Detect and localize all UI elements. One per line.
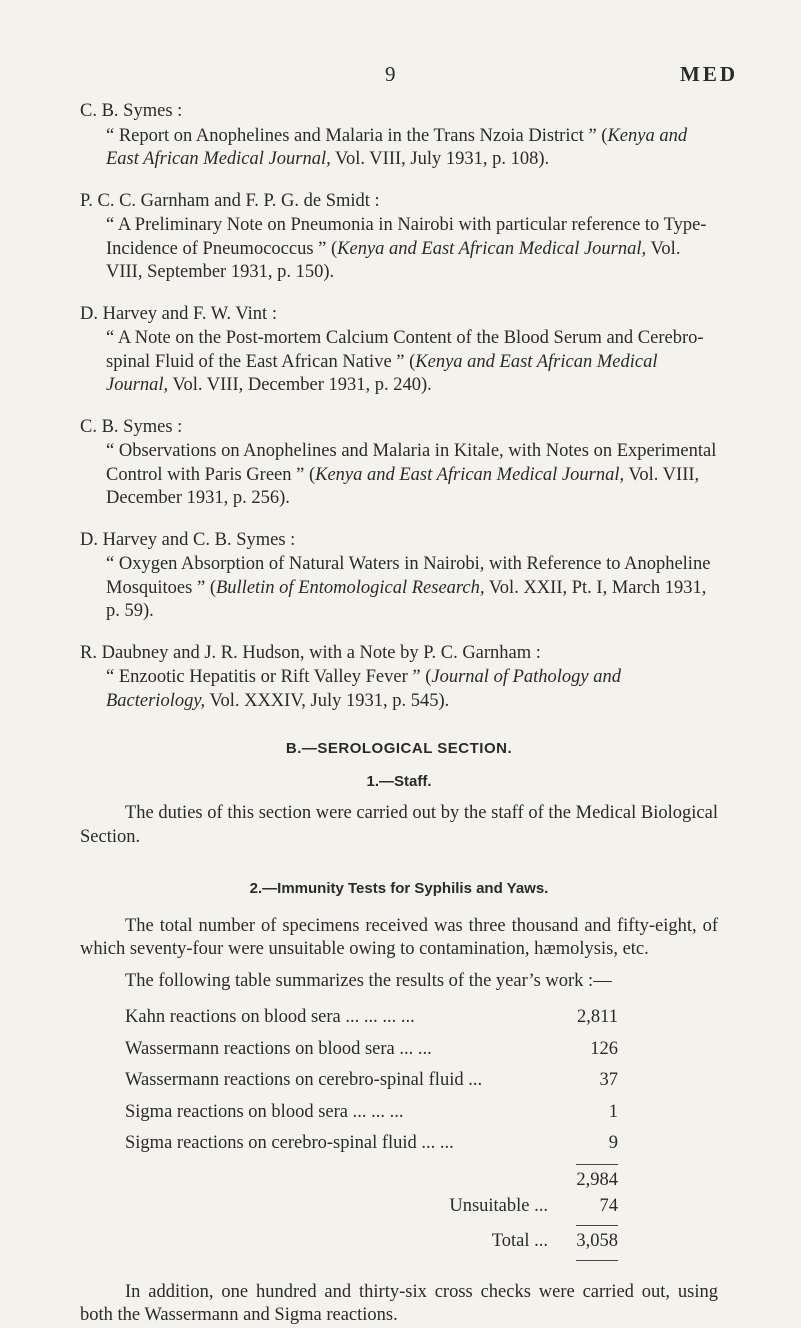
row-value: 2,811 bbox=[577, 1007, 618, 1027]
reference-citation: “ A Note on the Post-mortem Calcium Content of the Blood Serum and Cerebro-spinal Fluid of the East African Native ” (Kenya and East African Medical Journal, Vol. VIII, December 1931, p. 240). bbox=[106, 328, 704, 395]
results-table bbox=[125, 1006, 618, 1261]
unsuitable-label: Unsuitable ... bbox=[449, 1195, 548, 1216]
reference-journal: Kenya and East African Medical Journal, bbox=[106, 125, 688, 169]
table-row bbox=[125, 1038, 618, 1070]
reference-title: “ Observations on Anophelines and Malaria in Kitale, with Notes on Experimental Control with Paris Green ” bbox=[106, 441, 717, 485]
reference-details: Vol. VIII, December 1931, p. 256). bbox=[106, 464, 700, 508]
total-row bbox=[125, 1230, 618, 1260]
reference-author: C. B. Symes : bbox=[80, 101, 183, 121]
total-rule bbox=[576, 1225, 618, 1226]
table-intro-paragraph: The following table summarizes the results of the year’s work :— bbox=[125, 970, 612, 991]
section-heading: B.—SEROLOGICAL SECTION. bbox=[285, 740, 513, 757]
unsuitable-value: 74 bbox=[599, 1195, 618, 1216]
reference-author: C. B. Symes : bbox=[80, 416, 183, 437]
table-row bbox=[125, 1006, 618, 1038]
row-label: Sigma reactions on cerebro-spinal fluid ... ... bbox=[125, 1133, 454, 1153]
reference-entry bbox=[80, 529, 718, 624]
reference-author: P. C. C. Garnham and F. P. G. de Smidt : bbox=[80, 190, 380, 211]
reference-citation: “ Oxygen Absorption of Natural Waters in Nairobi, with Reference to Anopheline Mosquitoes ” (Bulletin of Entomological Research, Vol. XXII, Pt. I, March 1931, p. 59). bbox=[106, 554, 711, 621]
subtotal-value: 2,984 bbox=[576, 1169, 618, 1190]
table-row bbox=[125, 1132, 618, 1164]
reference-citation: “ Report on Anophelines and Malaria in the Trans Nzoia District ” (Kenya and East African Medical Journal, Vol. VIII, July 1931, p. 108). bbox=[106, 125, 688, 169]
reference-author: D. Harvey and C. B. Symes : bbox=[80, 529, 296, 550]
staff-paragraph: The duties of this section were carried out by the staff of the Medical Biological Section. bbox=[80, 803, 718, 847]
total-label: Total ... bbox=[491, 1230, 548, 1251]
reference-entry bbox=[80, 303, 718, 398]
row-value: 9 bbox=[608, 1133, 618, 1153]
row-label: Kahn reactions on blood sera ... ... ... ... bbox=[125, 1007, 415, 1027]
reference-author: D. Harvey and F. W. Vint : bbox=[80, 303, 277, 324]
specimens-paragraph: The total number of specimens received was three thousand and fifty-eight, of which seventy-four were unsuitable owing to contamination, hæmolysis, etc. bbox=[80, 915, 718, 959]
reference-journal: Kenya and East African Medical Journal, bbox=[315, 464, 625, 485]
page-number: 9 bbox=[385, 62, 396, 86]
row-label: Wassermann reactions on blood sera ... ... bbox=[125, 1038, 432, 1059]
reference-citation: “ Enzootic Hepatitis or Rift Valley Fever ” (Journal of Pathology and Bacteriology, Vol. XXXIV, July 1931, p. 545). bbox=[106, 667, 621, 711]
page-content bbox=[80, 100, 718, 1328]
immunity-heading: 2.—Immunity Tests for Syphilis and Yaws. bbox=[249, 880, 549, 897]
reference-details: Vol. VIII, December 1931, p. 240). bbox=[172, 375, 432, 395]
reference-journal: Kenya and East African Medical Journal, bbox=[337, 238, 647, 259]
table-row bbox=[125, 1069, 618, 1101]
row-label: Sigma reactions on blood sera ... ... ... bbox=[125, 1101, 404, 1122]
reference-citation: “ Observations on Anophelines and Malaria in Kitale, with Notes on Experimental Control with Paris Green ” (Kenya and East African Medical Journal, Vol. VIII, December 1931, p. 256). bbox=[106, 441, 717, 508]
reference-entry bbox=[80, 190, 718, 285]
reference-entry bbox=[80, 416, 718, 511]
subtotal-rule bbox=[576, 1164, 618, 1165]
row-label: Wassermann reactions on cerebro-spinal fluid ... bbox=[125, 1070, 483, 1090]
row-value: 37 bbox=[599, 1070, 618, 1090]
reference-title: “ A Preliminary Note on Pneumonia in Nairobi with particular reference to Type-Incidence of Pneumococcus ” bbox=[106, 215, 707, 259]
final-rule bbox=[576, 1260, 618, 1261]
reference-entry bbox=[80, 642, 718, 714]
running-head: MED bbox=[680, 62, 738, 86]
reference-author: R. Daubney and J. R. Hudson, with a Note by P. C. Garnham : bbox=[80, 642, 541, 663]
reference-citation: “ A Preliminary Note on Pneumonia in Nairobi with particular reference to Type-Incidence of Pneumococcus ” (Kenya and East African Medical Journal, Vol. VIII, September 1931, p. 150). bbox=[106, 215, 707, 282]
reference-title: “ A Note on the Post-mortem Calcium Content of the Blood Serum and Cerebro-spinal Fluid of the East African Native ” bbox=[106, 328, 704, 372]
reference-details: Vol. XXXIV, July 1931, p. 545). bbox=[209, 690, 450, 711]
unsuitable-row bbox=[125, 1195, 618, 1225]
reference-entry bbox=[80, 100, 718, 172]
row-value: 1 bbox=[608, 1101, 618, 1122]
reference-title: “ Enzootic Hepatitis or Rift Valley Fever ” bbox=[106, 667, 421, 687]
closing-paragraph: In addition, one hundred and thirty-six cross checks were carried out, using both the Wassermann and Sigma reactions. bbox=[80, 1281, 718, 1325]
row-value: 126 bbox=[590, 1038, 618, 1059]
reference-details: Vol. VIII, July 1931, p. 108). bbox=[335, 149, 550, 169]
table-row bbox=[125, 1101, 618, 1133]
staff-heading: 1.—Staff. bbox=[366, 772, 432, 790]
reference-title: “ Report on Anophelines and Malaria in the Trans Nzoia District ” bbox=[106, 125, 597, 146]
reference-title: “ Oxygen Absorption of Natural Waters in Nairobi, with Reference to Anopheline Mosquitoes ” bbox=[106, 554, 711, 598]
subtotal-row bbox=[125, 1169, 618, 1195]
reference-details: Vol. XXII, Pt. I, March 1931, p. 59). bbox=[106, 577, 707, 621]
reference-details: Vol. VIII, September 1931, p. 150). bbox=[106, 238, 681, 282]
total-value: 3,058 bbox=[576, 1230, 618, 1251]
reference-journal: Bulletin of Entomological Research, bbox=[215, 577, 485, 598]
reference-journal: Kenya and East African Medical Journal, bbox=[106, 351, 658, 395]
reference-journal: Journal of Pathology and Bacteriology, bbox=[106, 667, 621, 711]
